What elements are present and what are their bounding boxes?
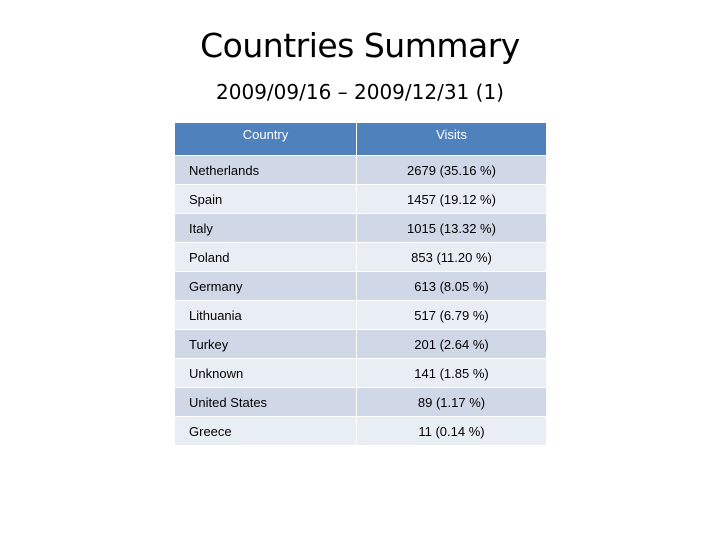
- table-row: [175, 417, 546, 446]
- visits-cell: 2679 (35.16 %): [357, 156, 547, 185]
- table-row: [175, 330, 546, 359]
- table-row: [175, 156, 546, 185]
- country-cell: Unknown: [175, 359, 357, 388]
- table-row: [175, 301, 546, 330]
- visits-cell: 201 (2.64 %): [357, 330, 547, 359]
- date-range-subtitle: 2009/09/16 – 2009/12/31 (1): [216, 80, 504, 104]
- table-row: [175, 388, 546, 417]
- table-row: [175, 272, 546, 301]
- visits-cell: 853 (11.20 %): [357, 243, 547, 272]
- visits-cell: 89 (1.17 %): [357, 388, 547, 417]
- country-cell: Lithuania: [175, 301, 357, 330]
- column-header-visits: Visits: [357, 123, 547, 156]
- visits-cell: 1457 (19.12 %): [357, 185, 547, 214]
- country-cell: Turkey: [175, 330, 357, 359]
- country-cell: Greece: [175, 417, 357, 446]
- visits-cell: 613 (8.05 %): [357, 272, 547, 301]
- page-title: Countries Summary: [200, 26, 520, 65]
- country-cell: Italy: [175, 214, 357, 243]
- visits-cell: 517 (6.79 %): [357, 301, 547, 330]
- country-cell: Poland: [175, 243, 357, 272]
- visits-cell: 1015 (13.32 %): [357, 214, 547, 243]
- table-row: [175, 243, 546, 272]
- visits-cell: 141 (1.85 %): [357, 359, 547, 388]
- countries-table: [175, 123, 546, 445]
- visits-cell: 11 (0.14 %): [357, 417, 547, 446]
- column-header-country: Country: [175, 123, 357, 156]
- country-cell: United States: [175, 388, 357, 417]
- table-header-row: [175, 123, 546, 156]
- table-row: [175, 185, 546, 214]
- country-cell: Netherlands: [175, 156, 357, 185]
- country-cell: Spain: [175, 185, 357, 214]
- table-row: [175, 214, 546, 243]
- country-cell: Germany: [175, 272, 357, 301]
- table-row: [175, 359, 546, 388]
